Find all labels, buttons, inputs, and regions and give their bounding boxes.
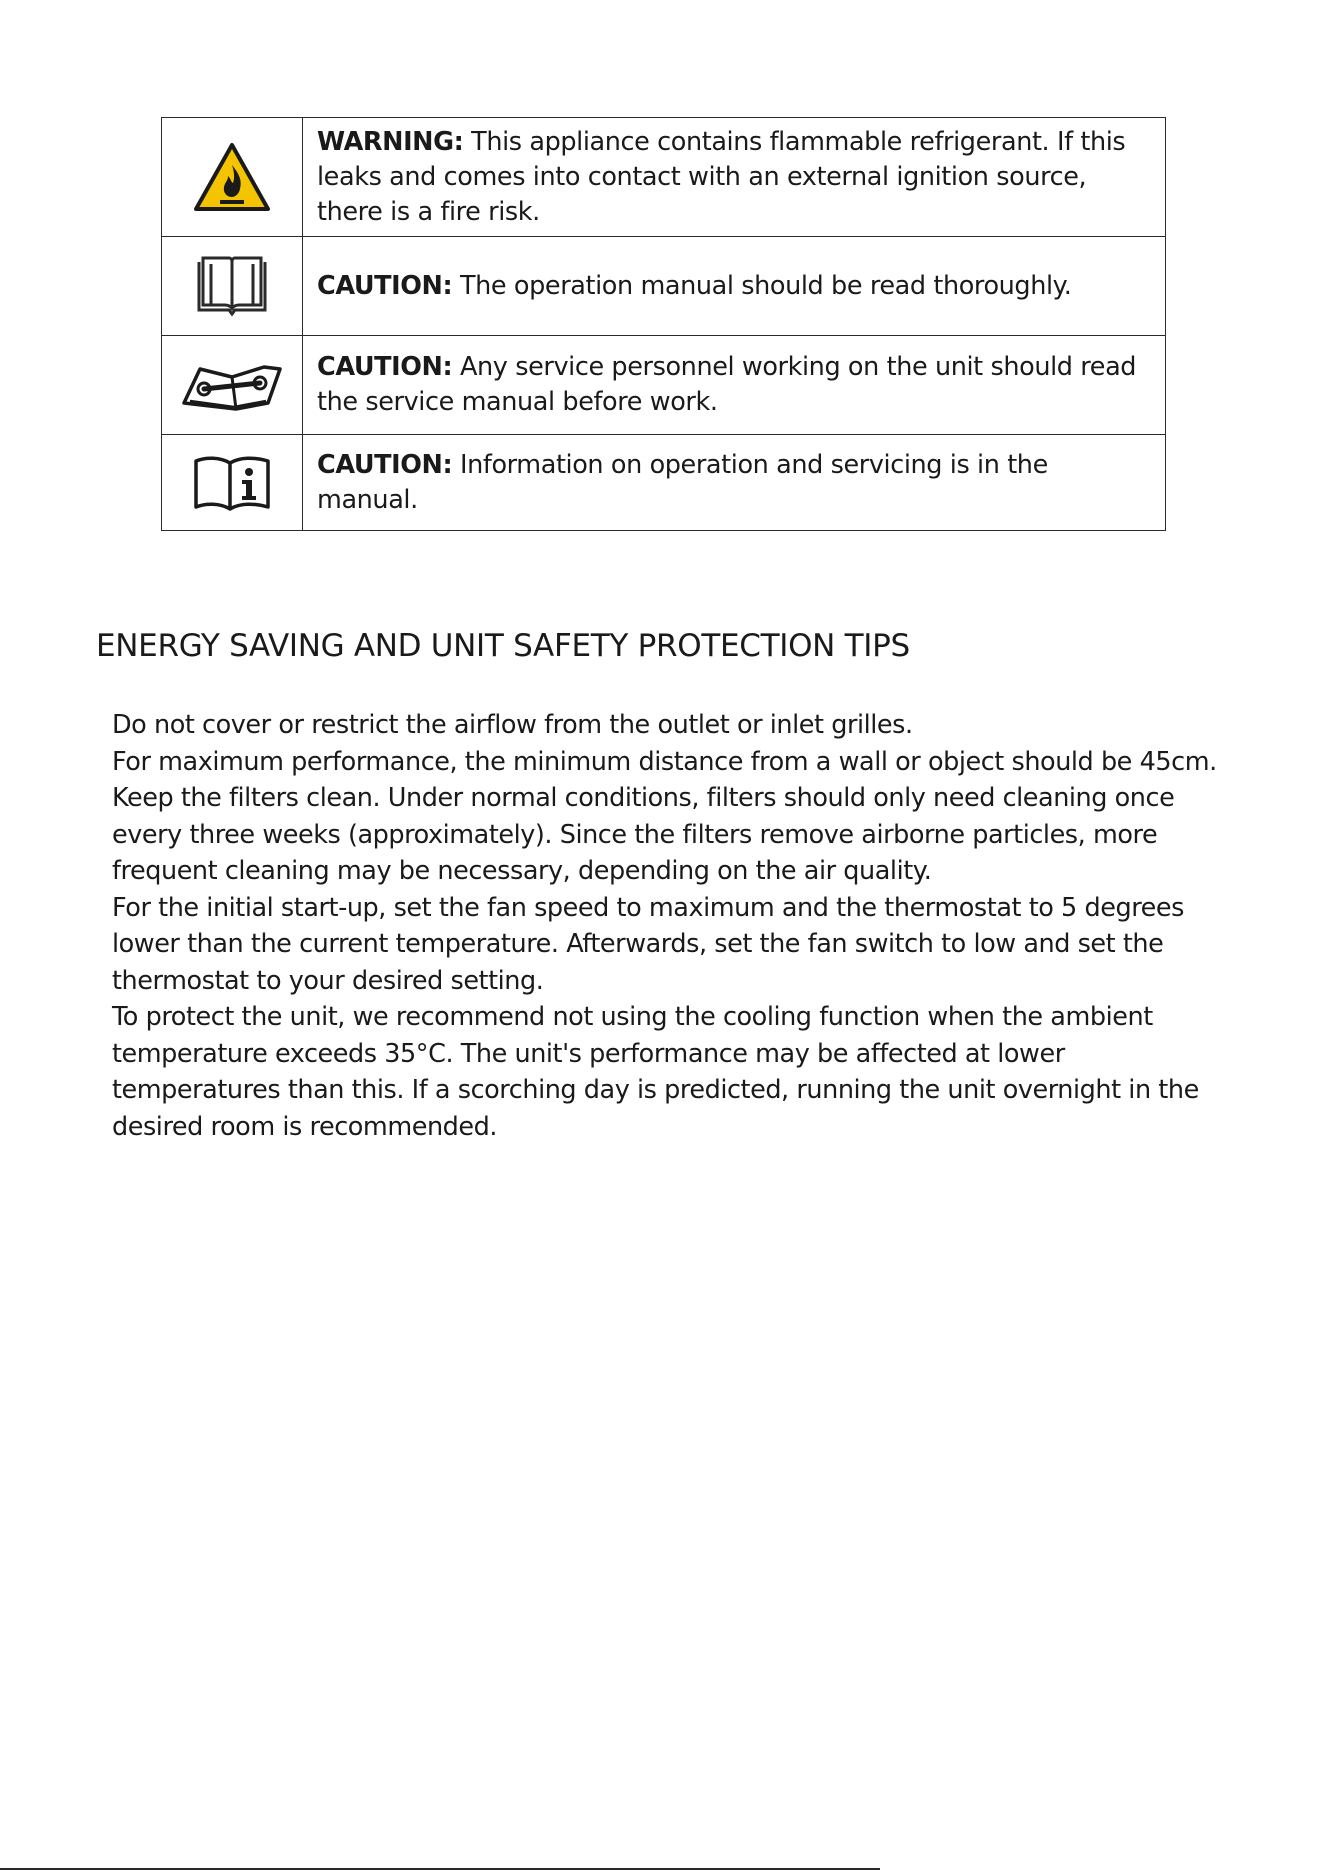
symbol-row-information [162, 435, 1166, 531]
symbol-text [303, 118, 1166, 237]
symbol-text [303, 336, 1166, 435]
symbol-row-service-manual [162, 336, 1166, 435]
symbol-label: CAUTION: [317, 352, 453, 382]
symbol-icon-cell [162, 118, 303, 237]
symbol-row-flammable [162, 118, 1166, 237]
symbol-icon-cell [162, 336, 303, 435]
symbol-icon-cell [162, 435, 303, 531]
symbol-description: The operation manual should be read thoroughly. [452, 270, 1072, 301]
symbol-row-operation-manual [162, 237, 1166, 336]
symbol-label: CAUTION: [317, 270, 453, 301]
symbol-description: This appliance contains flammable refrigerant. If this leaks and comes into contact with an external ignition source, there is a fire risk. [317, 126, 1126, 227]
footer-divider [0, 1868, 880, 1870]
tip-paragraph: For the initial start-up, set the fan speed to maximum and the thermostat to 5 degrees lower than the current temperature. Afterwards, set the fan switch to low and set the thermostat to your desired setting. [112, 892, 1184, 996]
safety-symbols-table [161, 117, 1166, 531]
service-manual-icon [180, 357, 284, 413]
information-manual-icon [192, 453, 272, 513]
flammable-warning-icon [192, 141, 272, 213]
symbol-label: WARNING: [317, 126, 464, 157]
section-heading: ENERGY SAVING AND UNIT SAFETY PROTECTION TIPS [96, 628, 910, 664]
symbol-description: Information on operation and servicing is in the manual. [317, 449, 1048, 515]
tip-paragraph: For maximum performance, the minimum distance from a wall or object should be 45cm. [112, 746, 1217, 777]
tip-paragraph: Do not cover or restrict the airflow from the outlet or inlet grilles. [112, 710, 913, 740]
operation-manual-icon [193, 254, 271, 318]
symbol-icon-cell [162, 237, 303, 336]
symbol-text [303, 237, 1166, 336]
symbol-label: CAUTION: [317, 449, 453, 480]
tip-paragraph: Keep the filters clean. Under normal conditions, filters should only need cleaning once every three weeks (approximately). Since the filters remove airborne particles, more frequent cleaning may be necessary, depending on the air quality. [112, 783, 1175, 886]
tip-paragraph: To protect the unit, we recommend not using the cooling function when the ambient temperature exceeds 35°C. The unit's performance may be affected at lower temperatures than this. If a scorching day is predicted, running the unit overnight in the desired room is recommended. [112, 1002, 1199, 1142]
tips-list [112, 707, 1222, 1145]
symbol-text [303, 435, 1166, 531]
symbol-description: Any service personnel working on the unit should read the service manual before work. [317, 352, 1137, 417]
